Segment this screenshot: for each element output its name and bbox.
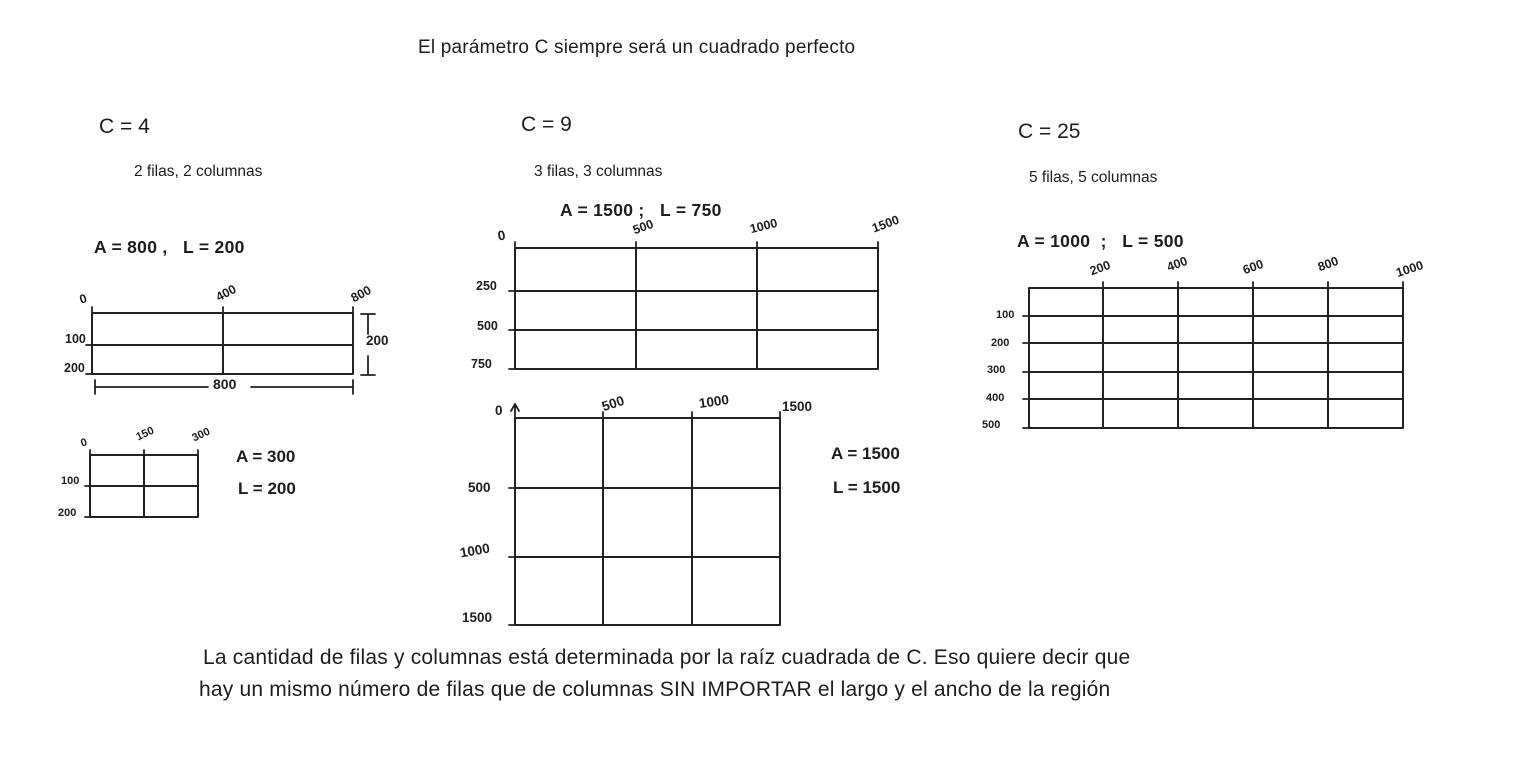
c4-small-grid: [85, 450, 220, 525]
y-tick-label: 200: [991, 337, 1010, 349]
y-tick-label: 500: [468, 480, 491, 495]
axis-arrow: [511, 404, 519, 418]
y-tick-label: 200: [58, 507, 77, 519]
y-tick-label: 300: [987, 364, 1006, 376]
footer-line-2: hay un mismo número de filas que de columnas SIN IMPORTAR el largo y el ancho de la región: [199, 678, 1111, 701]
c9-wide-grid: [470, 240, 890, 380]
section-c9-params: A = 1500 ; L = 750: [560, 200, 722, 220]
x-tick-label: 400: [213, 282, 239, 305]
section-c25-subtitle: 5 filas, 5 columnas: [1029, 169, 1158, 186]
x-tick-label: 0: [495, 403, 503, 418]
y-tick-label: 200: [64, 361, 85, 375]
y-tick-label: 1500: [462, 610, 493, 625]
section-c25-params: A = 1000 ; L = 500: [1017, 231, 1184, 251]
y-tick-label: 100: [65, 332, 86, 346]
section-c9-subtitle: 3 filas, 3 columnas: [534, 163, 663, 180]
x-tick-label: 400: [1164, 253, 1190, 275]
page-title: El parámetro C siempre será un cuadrado perfecto: [418, 37, 856, 58]
c9-square-grid: [450, 390, 805, 640]
section-c25-label: C = 25: [1018, 120, 1081, 143]
x-tick-label: 1500: [870, 212, 902, 236]
width-dimension-label: 800: [213, 376, 237, 392]
x-tick-label: 800: [1315, 253, 1341, 275]
x-tick-label: 600: [1240, 256, 1266, 278]
x-tick-label: 0: [79, 436, 89, 450]
x-tick-label: 200: [1087, 257, 1113, 279]
x-tick-label: 1000: [697, 391, 730, 412]
x-tick-label: 500: [630, 216, 656, 238]
c4-main-grid: [85, 305, 400, 405]
x-tick-label: 1500: [782, 399, 813, 414]
y-tick-label: 750: [471, 357, 492, 371]
length-label: L = 200: [238, 479, 296, 498]
length-label: L = 1500: [833, 478, 901, 497]
y-tick-label: 500: [982, 419, 1001, 431]
x-tick-label: 1000: [1394, 258, 1426, 280]
x-tick-label: 150: [134, 424, 157, 444]
area-label: A = 300: [236, 447, 296, 466]
x-tick-label: 300: [190, 425, 213, 445]
c25-grid: [1020, 280, 1420, 440]
footer-line-1: La cantidad de filas y columnas está determinada por la raíz cuadrada de C. Eso quiere decir que: [203, 646, 1131, 669]
section-c4-label: C = 4: [99, 115, 150, 138]
y-tick-label: 1000: [458, 540, 491, 561]
height-dimension-label: 200: [366, 333, 389, 348]
x-tick-label: 800: [348, 283, 374, 306]
section-c4-subtitle: 2 filas, 2 columnas: [134, 163, 263, 180]
y-tick-label: 100: [996, 309, 1015, 321]
x-tick-label: 1000: [748, 215, 779, 237]
section-c9-label: C = 9: [521, 113, 572, 136]
x-tick-label: 0: [496, 227, 507, 244]
area-label: A = 1500: [831, 444, 900, 463]
x-tick-label: 500: [599, 392, 627, 415]
x-tick-label: 0: [77, 291, 89, 307]
y-tick-label: 100: [61, 475, 80, 487]
section-c4-params: A = 800 , L = 200: [94, 237, 245, 257]
y-tick-label: 400: [986, 392, 1005, 404]
y-tick-label: 250: [476, 279, 497, 293]
y-tick-label: 500: [477, 319, 498, 333]
